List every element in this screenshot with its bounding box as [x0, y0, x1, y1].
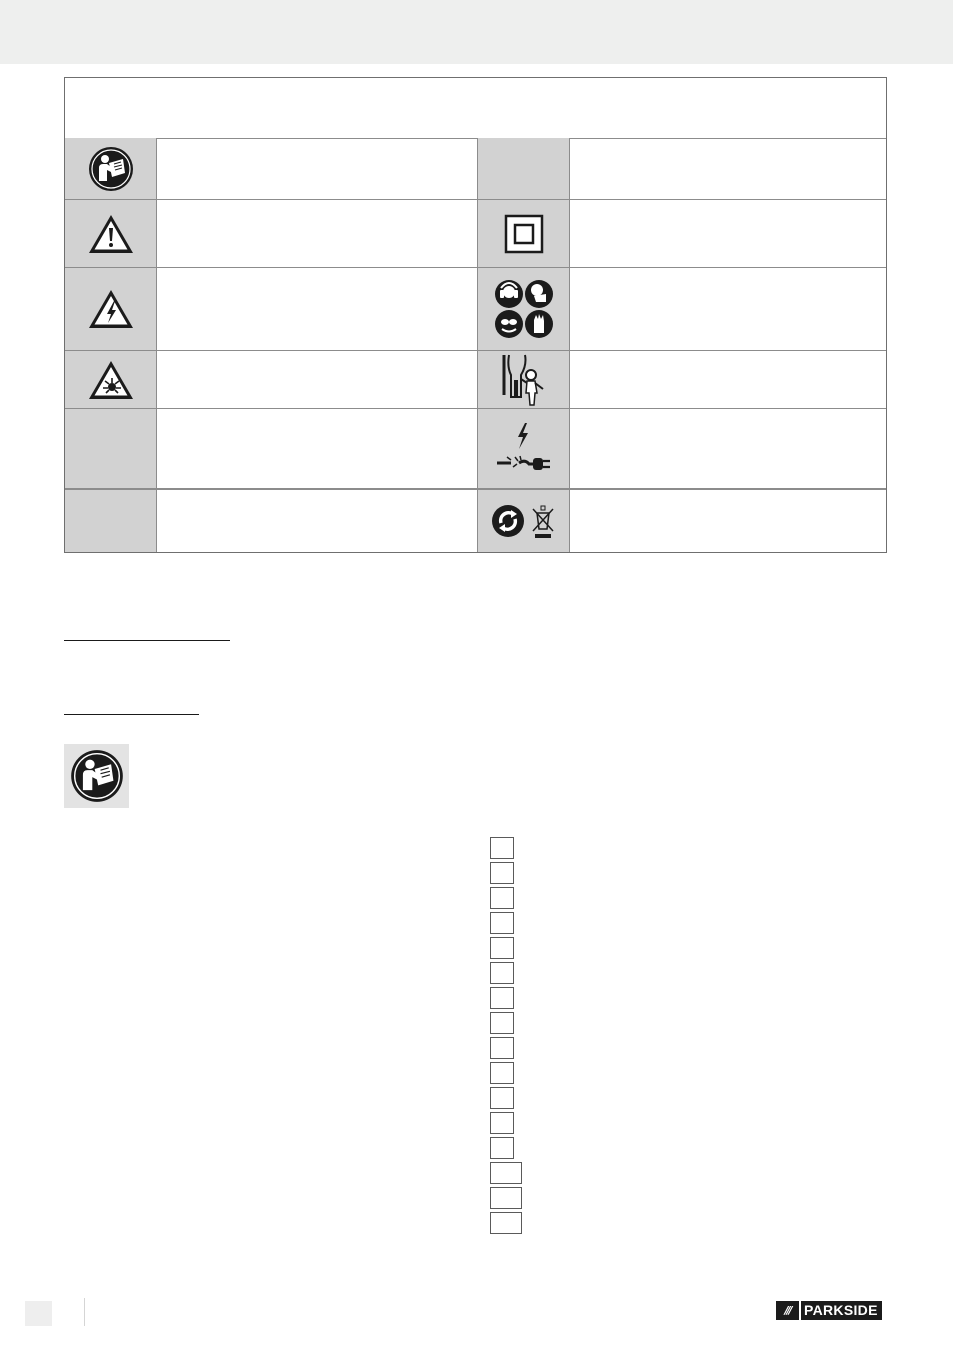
symbols-table-header	[65, 78, 886, 139]
symbol-cell	[477, 409, 570, 488]
recycling-disposal-icon	[491, 503, 557, 539]
symbol-description	[157, 409, 477, 488]
read-manual-icon	[70, 749, 124, 803]
symbol-cell	[65, 138, 157, 199]
part-number-box	[490, 937, 514, 959]
part-number-box	[490, 987, 514, 1009]
symbol-cell	[477, 200, 570, 267]
symbol-description	[157, 138, 477, 199]
part-number-box	[490, 1112, 514, 1134]
part-number-box	[490, 862, 514, 884]
electric-shock-warning-icon	[87, 287, 135, 331]
protection-class-ii-icon	[504, 214, 544, 254]
symbol-cell	[65, 490, 157, 552]
symbol-cell	[477, 268, 570, 350]
symbol-cell	[65, 409, 157, 488]
symbol-cell	[477, 490, 570, 552]
explosion-warning-icon	[87, 358, 135, 402]
symbol-cell	[477, 351, 570, 408]
page-header-band	[0, 0, 953, 64]
part-number-box	[490, 1012, 514, 1034]
page-number-box	[25, 1301, 52, 1326]
symbols-row	[65, 490, 886, 552]
section-heading-underline	[64, 640, 230, 641]
symbol-description	[569, 268, 886, 350]
symbols-row	[65, 138, 886, 200]
footer-divider	[84, 1298, 85, 1326]
read-manual-note	[64, 744, 129, 808]
symbol-description	[569, 409, 886, 488]
symbols-row	[65, 200, 886, 268]
warning-triangle-icon	[87, 212, 135, 256]
part-number-box	[490, 1162, 522, 1184]
brand-logo	[776, 1301, 882, 1320]
read-manual-icon	[88, 146, 134, 192]
protective-equipment-icon	[494, 278, 554, 340]
keep-children-away-icon	[501, 353, 547, 407]
symbol-cell	[65, 268, 157, 350]
part-number-box	[490, 962, 514, 984]
symbol-description	[157, 490, 477, 552]
symbol-description	[569, 351, 886, 408]
symbols-row	[65, 409, 886, 490]
part-number-box	[490, 1212, 522, 1234]
symbols-row	[65, 351, 886, 409]
part-number-box	[490, 837, 514, 859]
brand-name: PARKSIDE	[801, 1301, 882, 1320]
part-number-box	[490, 1037, 514, 1059]
symbols-table	[64, 77, 887, 553]
part-number-box	[490, 1137, 514, 1159]
symbols-row	[65, 268, 886, 351]
symbol-cell	[65, 200, 157, 267]
symbol-description	[157, 268, 477, 350]
part-number-box	[490, 1187, 522, 1209]
part-number-box	[490, 1062, 514, 1084]
symbol-description	[569, 200, 886, 267]
symbol-cell	[65, 351, 157, 408]
symbol-description	[569, 138, 886, 199]
symbol-description	[569, 490, 886, 552]
symbol-cell	[477, 138, 570, 199]
brand-slashes: ///	[776, 1301, 799, 1320]
symbol-description	[157, 200, 477, 267]
part-number-box	[490, 1087, 514, 1109]
section-heading-underline	[64, 714, 199, 715]
symbol-description	[157, 351, 477, 408]
part-number-box	[490, 912, 514, 934]
damaged-cable-unplug-icon	[495, 421, 553, 477]
part-number-box	[490, 887, 514, 909]
